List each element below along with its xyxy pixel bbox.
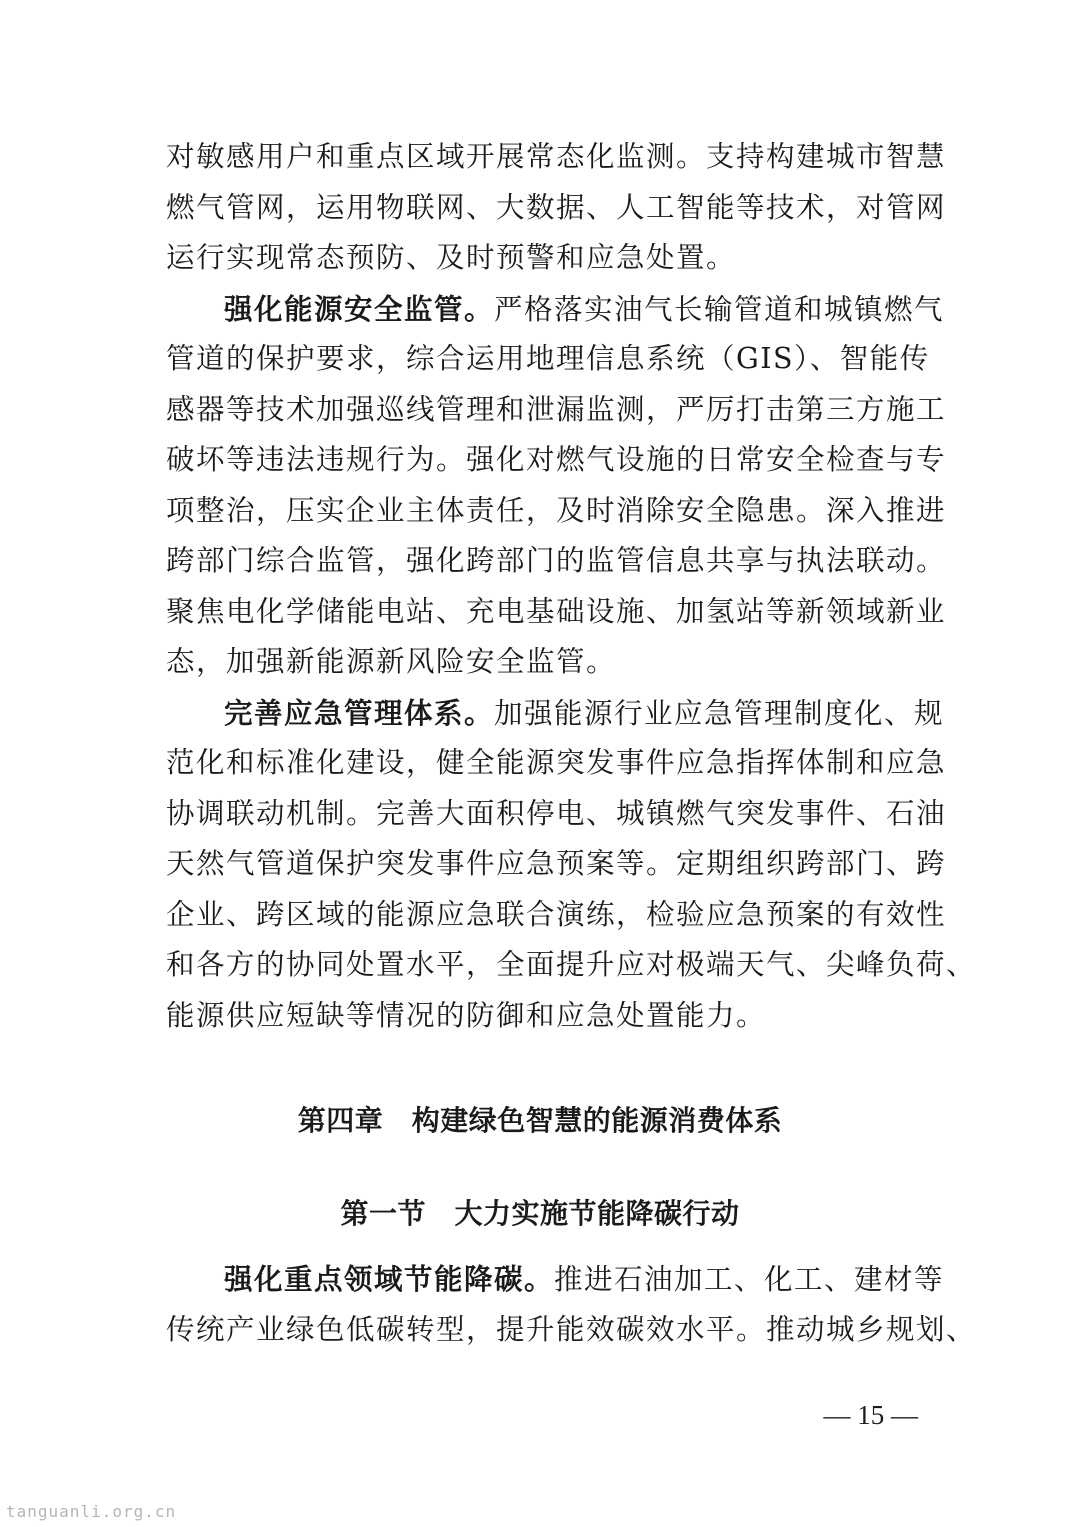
paragraph-first-line (166, 284, 945, 335)
body-line: 协调联动机制。完善大面积停电、城镇燃气突发事件、石油 (166, 796, 947, 830)
body-text: 推进石油加工、化工、建材等 (554, 1263, 945, 1296)
paragraph-lead-security: 强化能源安全监管。 (224, 291, 495, 326)
body-line: 燃气管网，运用物联网、大数据、人工智能等技术，对管网 (166, 190, 947, 224)
body-line: 管道的保护要求，综合运用地理信息系统（GIS）、智能传 (166, 342, 930, 375)
body-line: 对敏感用户和重点区域开展常态化监测。支持构建城市智慧 (166, 140, 947, 173)
paragraph-first-line (166, 1254, 945, 1305)
body-line: 破坏等违法违规行为。强化对燃气设施的日常安全检查与专 (166, 443, 947, 476)
body-line: 天然气管道保护突发事件应急预案等。定期组织跨部门、跨 (166, 847, 947, 880)
paragraph-lead-key-areas: 强化重点领域节能降碳。 (224, 1262, 555, 1296)
body-line: 企业、跨区域的能源应急联合演练，检验应急预案的有效性 (166, 897, 947, 931)
page-number: — 15 — (823, 1400, 918, 1430)
document-body-continued (166, 1254, 977, 1355)
watermark: tanguanli.org.cn (6, 1502, 177, 1521)
body-line: 范化和标准化建设，健全能源突发事件应急指挥体制和应急 (166, 746, 947, 779)
body-text: 严格落实油气长输管道和城镇燃气 (494, 292, 945, 326)
body-line: 传统产业绿色低碳转型，提升能效碳效水平。推动城乡规划、 (166, 1312, 977, 1346)
body-line: 运行实现常态预防、及时预警和应急处置。 (166, 241, 737, 274)
document-body (166, 132, 977, 1041)
body-line: 态，加强新能源新风险安全监管。 (166, 645, 617, 678)
chapter-heading: 第四章 构建绿色智慧的能源消费体系 (297, 1104, 783, 1137)
section-heading: 第一节 大力实施节能降碳行动 (340, 1197, 740, 1230)
body-line: 跨部门综合监管，强化跨部门的监管信息共享与执法联动。 (166, 544, 947, 577)
body-text: 加强能源行业应急管理制度化、规 (494, 696, 945, 730)
body-line: 项整治，压实企业主体责任，及时消除安全隐患。深入推进 (166, 493, 947, 527)
paragraph-first-line (166, 688, 945, 739)
paragraph-lead-emergency: 完善应急管理体系。 (224, 695, 495, 730)
body-line: 感器等技术加强巡线管理和泄漏监测，严厉打击第三方施工 (166, 392, 947, 426)
body-line: 能源供应短缺等情况的防御和应急处置能力。 (166, 998, 767, 1032)
body-line: 聚焦电化学储能电站、充电基础设施、加氢站等新领域新业 (166, 594, 947, 628)
body-line: 和各方的协同处置水平，全面提升应对极端天气、尖峰负荷、 (166, 948, 977, 981)
